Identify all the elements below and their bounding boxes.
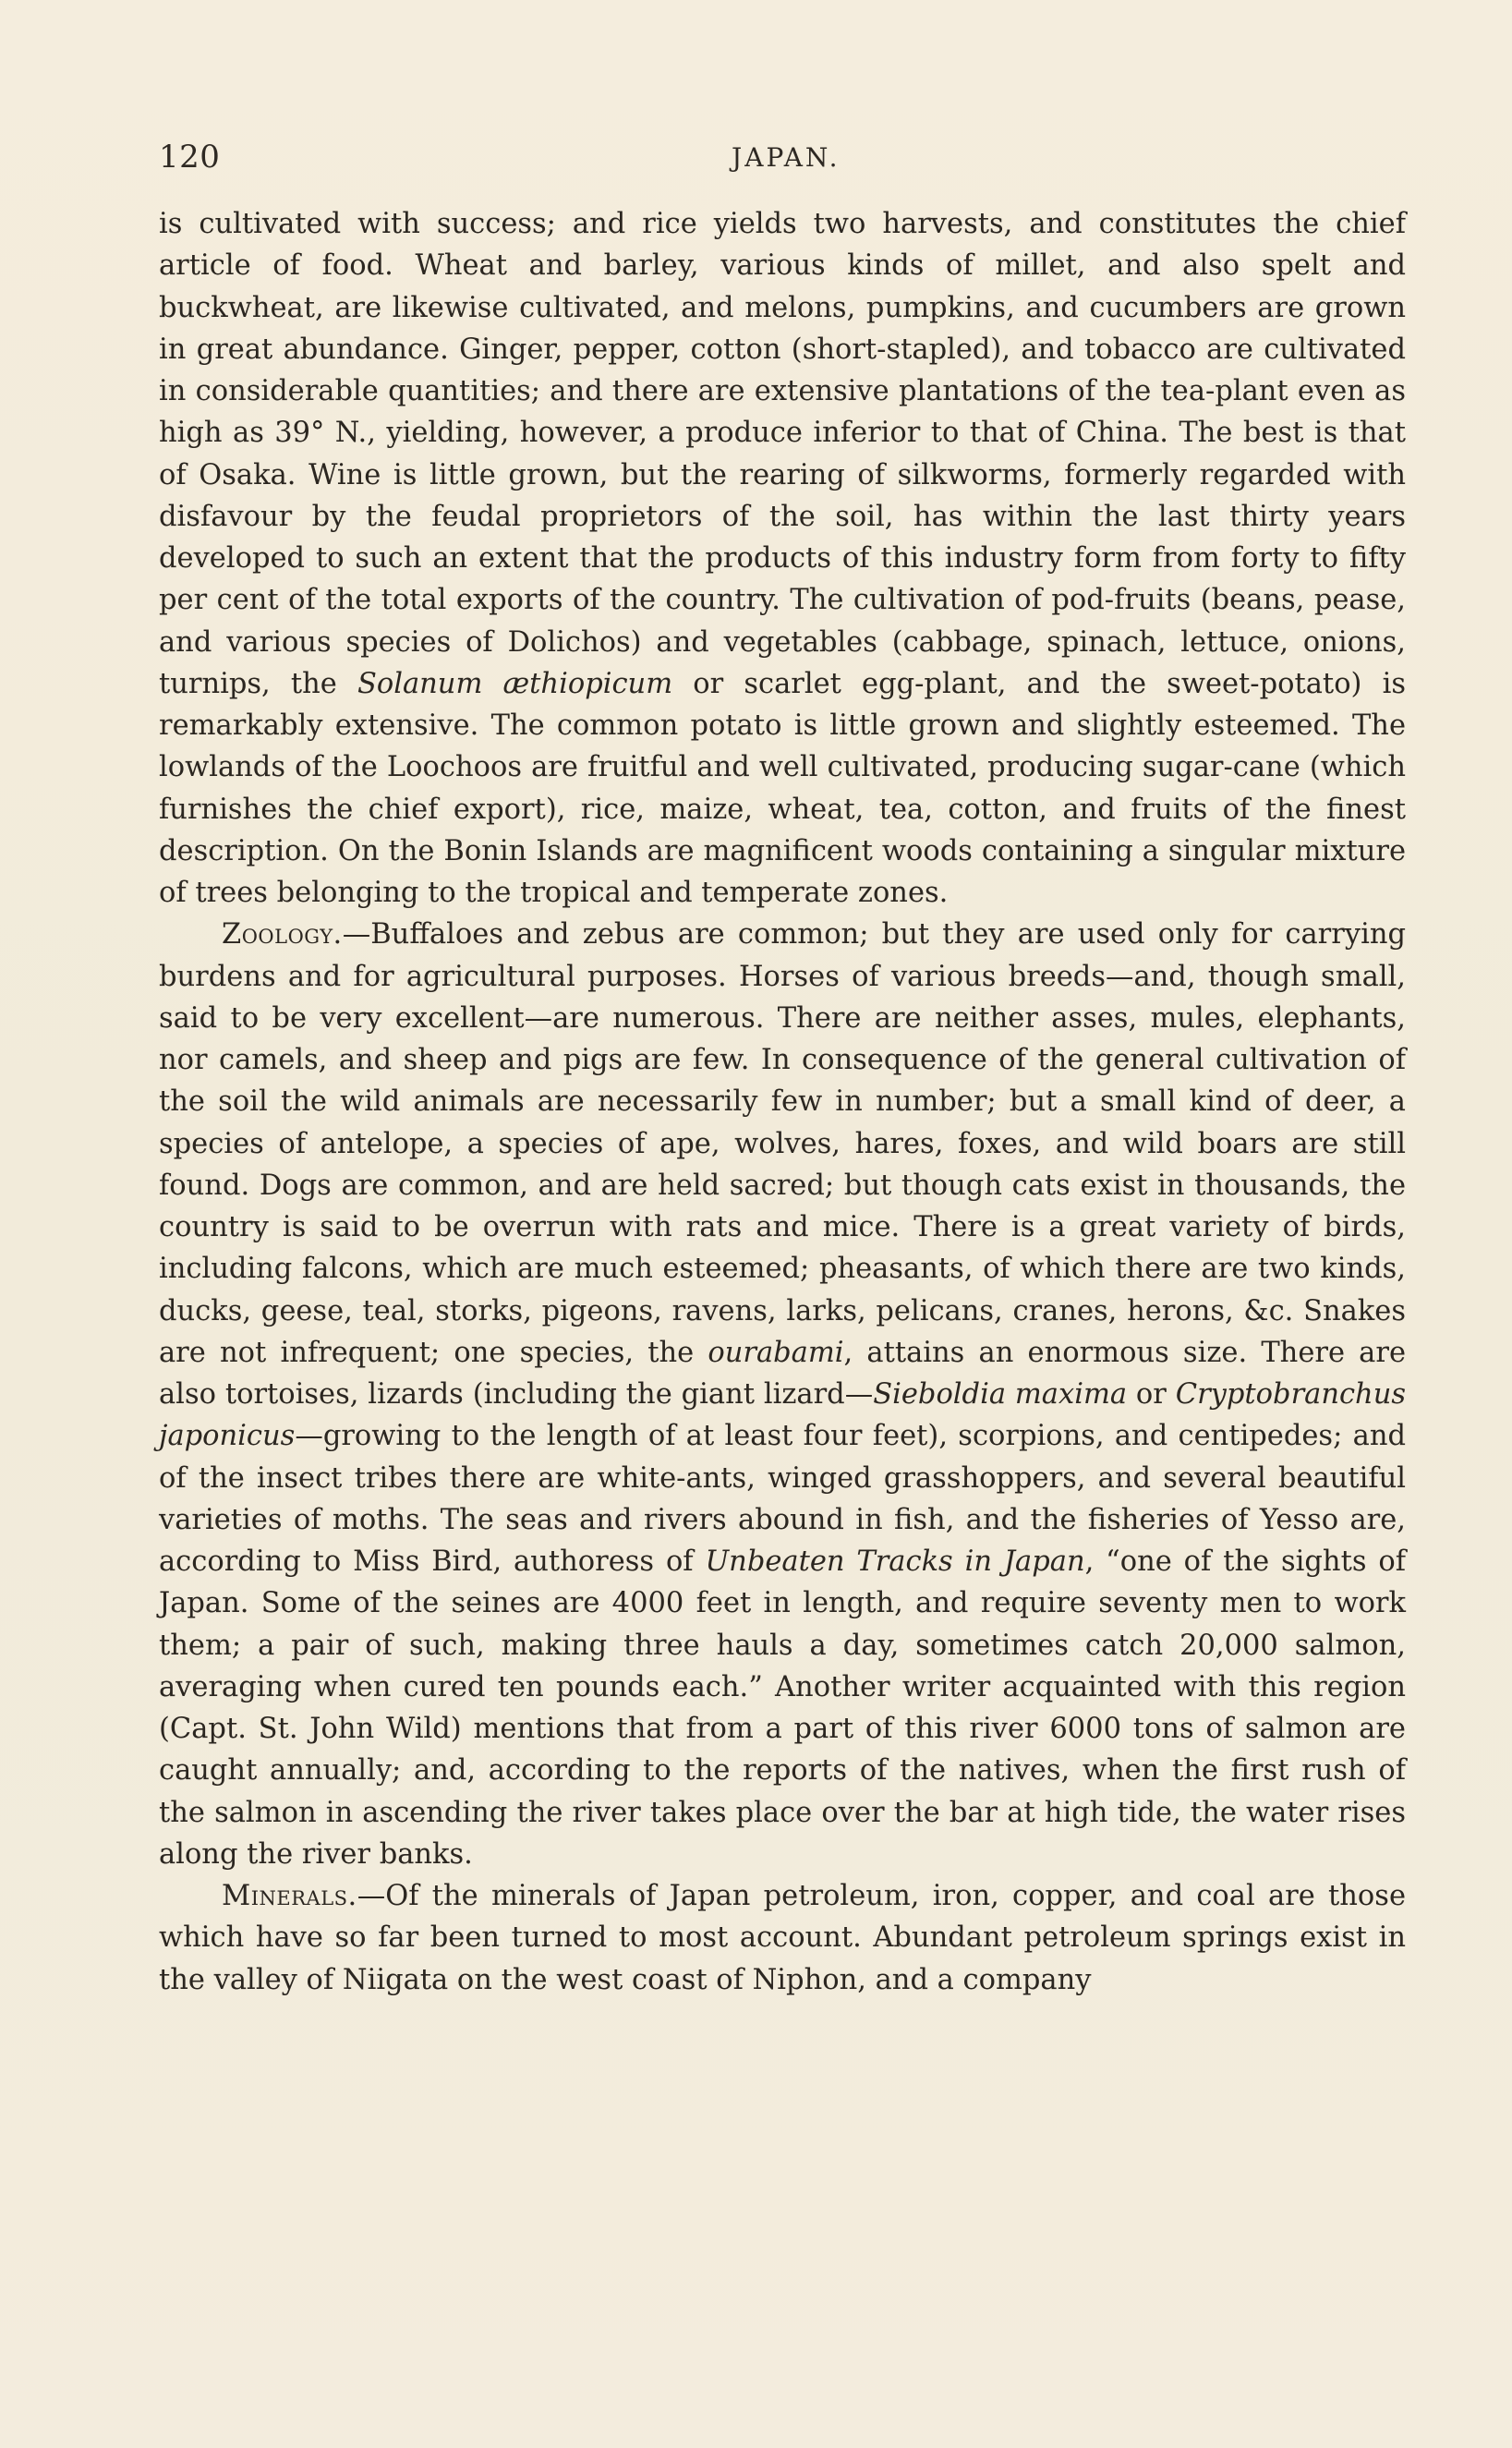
- text-segment: —growing to the length of at least four feet), scorpions, and centipedes; and of the insect tribes there are white-ants, winged grasshoppers, and several beautiful varieties of moths. The seas and rivers abound in fish, and the fisheries of Yesso are, according to Miss Bird, authoress of: [159, 1420, 1406, 1578]
- text-segment: , attains an enormous size. There are also tortoises, lizards (including the giant lizard—: [159, 1336, 1406, 1411]
- running-title: JAPAN.: [732, 142, 841, 173]
- page-number: 120: [159, 139, 221, 176]
- section-heading-zoology: Zoology.: [222, 918, 343, 951]
- italic-term: Sieboldia maxima: [873, 1378, 1128, 1411]
- paragraph-minerals: [159, 1875, 1406, 2001]
- text-segment: —Of the minerals of Japan petroleum, iron, copper, and coal are those which have so far been turned to most account. Abundant petroleum springs exist in the valley of Niigata on the west coast of Niphon, and a company: [159, 1880, 1406, 1996]
- italic-term: Solanum æthiopicum: [357, 667, 673, 700]
- book-title: Unbeaten Tracks in Japan: [705, 1545, 1085, 1578]
- text-segment: , “one of the sights of Japan. Some of the seines are 4000 feet in length, and require seventy men to work them; a pair of such, making three hauls a day, sometimes catch 20,000 salmon, averaging when cured ten pounds each.” Another writer acquainted with this region (Capt. St. John Wild) mentions that from a part of this river 6000 tons of salmon are caught annually; and, according to the reports of the natives, when the first rush of the salmon in ascending the river takes place over the bar at high tide, the water rises along the river banks.: [159, 1545, 1406, 1871]
- italic-term: ourabami: [708, 1336, 844, 1369]
- text-segment: or: [1127, 1378, 1176, 1411]
- body-text: [159, 203, 1406, 2001]
- text-segment: or scarlet egg-plant, and the sweet-potato) is remarkably extensive. The common potato is little grown and slightly esteemed. The lowlands of the Loochoos are fruitful and well cultivated, producing sugar-cane (which furnishes the chief export), rice, maize, wheat, tea, cotton, and fruits of the finest description. On the Bonin Islands are magnificent woods containing a singular mixture of trees belonging to the tropical and temperate zones.: [159, 667, 1406, 909]
- paragraph-agriculture: [159, 203, 1406, 914]
- paragraph-zoology: [159, 914, 1406, 1875]
- section-heading-minerals: Minerals.: [222, 1880, 357, 1912]
- text-segment: —Buffaloes and zebus are common; but they are used only for carrying burdens and for agricultural purposes. Horses of various breeds—and, though small, said to be very excellent—are numerous. There are neither asses, mules, elephants, nor camels, and sheep and pigs are few. In consequence of the general cultivation of the soil the wild animals are necessarily few in number; but a small kind of deer, a species of antelope, a species of ape, wolves, hares, foxes, and wild boars are still found. Dogs are common, and are held sacred; but though cats exist in thousands, the country is said to be overrun with rats and mice. There is a great variety of birds, including falcons, which are much esteemed; pheasants, of which there are two kinds, ducks, geese, teal, storks, pigeons, ravens, larks, pelicans, cranes, herons, &c. Snakes are not infrequent; one species, the: [159, 918, 1406, 1369]
- italic-term: Cryptobranchus japonicus: [159, 1378, 1406, 1453]
- text-segment: is cultivated with success; and rice yields two harvests, and constitutes the chief article of food. Wheat and barley, various kinds of millet, and also spelt and buckwheat, are likewise cultivated, and melons, pumpkins, and cucumbers are grown in great abundance. Ginger, pepper, cotton (short-stapled), and tobacco are cultivated in considerable quantities; and there are extensive plantations of the tea-plant even as high as 39° N., yielding, however, a produce inferior to that of China. The best is that of Osaka. Wine is little grown, but the rearing of silkworms, formerly regarded with disfavour by the feudal proprietors of the soil, has within the last thirty years developed to such an extent that the products of this industry form from forty to fifty per cent of the total exports of the country. The cultivation of pod-fruits (beans, pease, and various species of Dolichos) and vegetables (cabbage, spinach, lettuce, onions, turnips, the: [159, 208, 1406, 700]
- page-header: [159, 139, 1406, 185]
